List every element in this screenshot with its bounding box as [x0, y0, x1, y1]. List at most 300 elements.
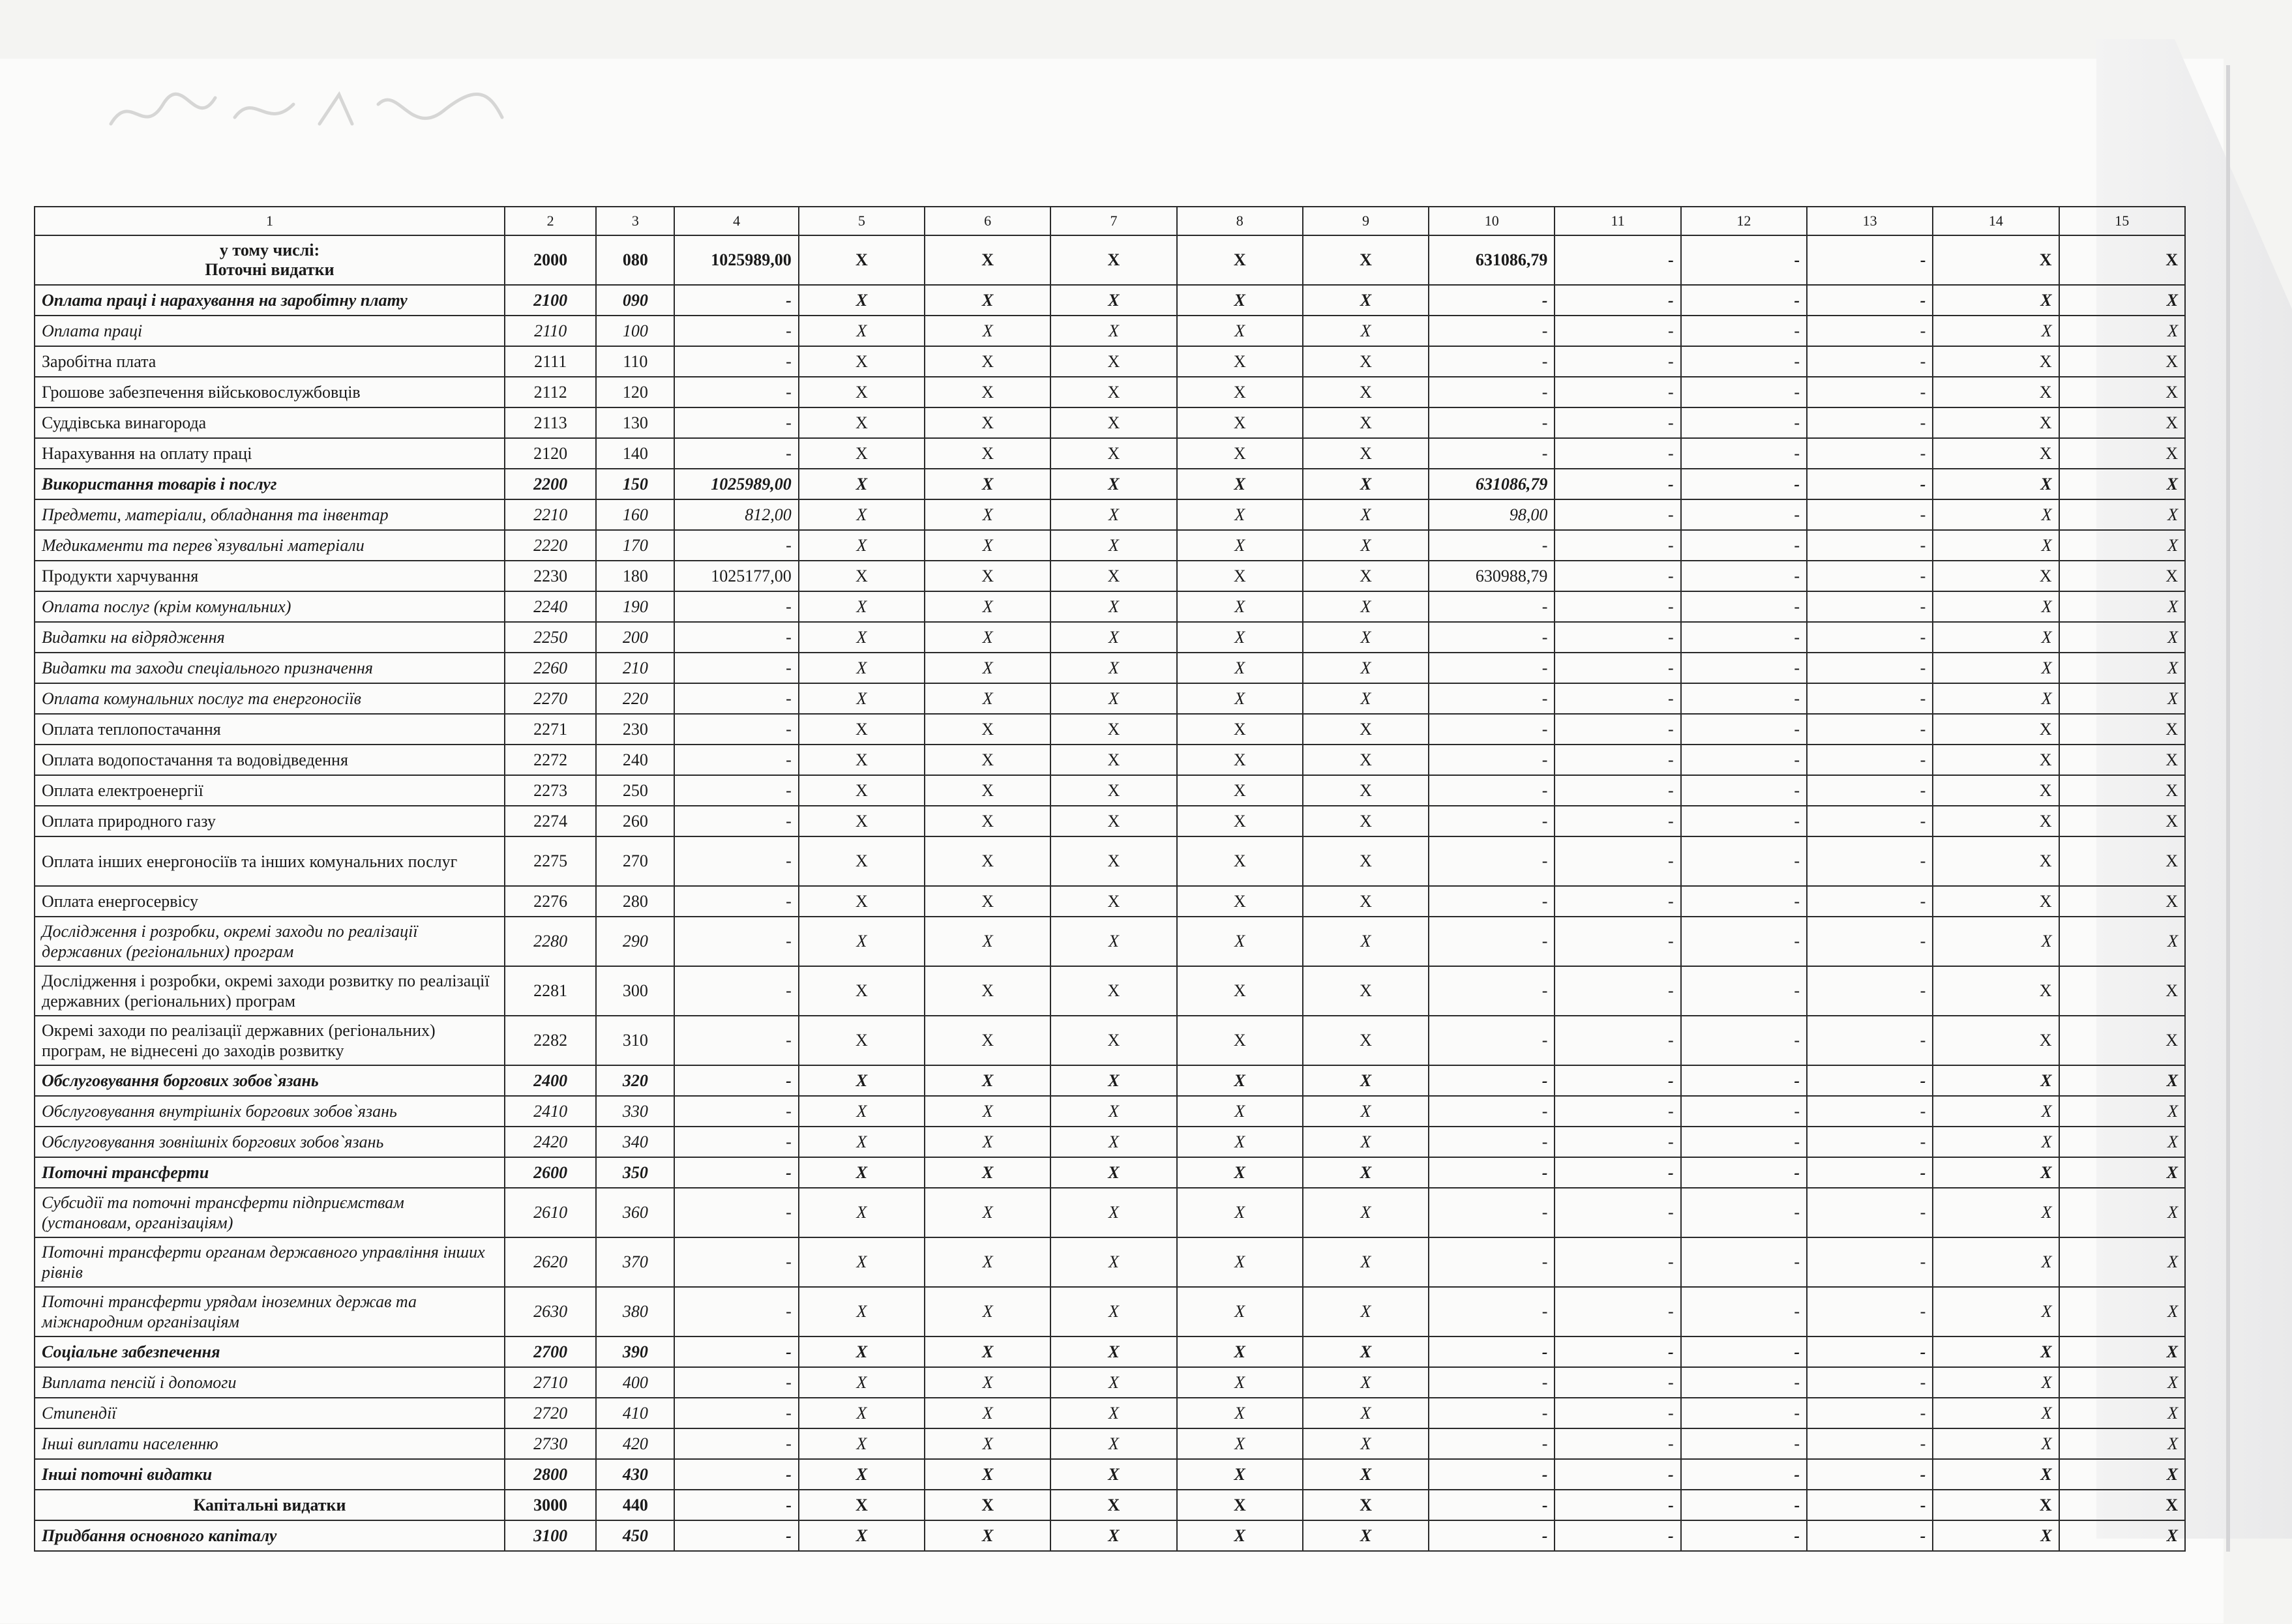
col6-cell: X [925, 1490, 1050, 1520]
kekv-code: 2272 [505, 745, 596, 775]
amount-col10-cell: - [1429, 591, 1555, 622]
col-number: 2 [505, 207, 596, 235]
col13-cell: - [1807, 499, 1933, 530]
col15-cell: X [2059, 653, 2185, 683]
line-code: 090 [596, 285, 674, 316]
col12-cell: - [1681, 1520, 1807, 1551]
table-row [35, 1398, 2185, 1428]
col11-cell: - [1555, 806, 1680, 836]
amount-col10-cell: - [1429, 966, 1555, 1016]
line-code: 390 [596, 1336, 674, 1367]
amount-cell: - [674, 316, 798, 346]
col11-cell: - [1555, 530, 1680, 561]
table-row [35, 469, 2185, 499]
col14-cell: X [1933, 499, 2059, 530]
col8-cell: X [1177, 683, 1303, 714]
col8-cell: X [1177, 745, 1303, 775]
col6-cell: X [925, 622, 1050, 653]
amount-cell: - [674, 1157, 798, 1188]
col7-cell: X [1050, 346, 1176, 377]
kekv-code: 2260 [505, 653, 596, 683]
kekv-code: 2250 [505, 622, 596, 653]
amount-cell: - [674, 530, 798, 561]
col15-cell: X [2059, 591, 2185, 622]
line-code: 080 [596, 235, 674, 285]
col8-cell: X [1177, 530, 1303, 561]
col13-cell: - [1807, 1237, 1933, 1287]
row-name: Субсидії та поточні трансферти підприємствам (установам, організаціям) [35, 1188, 505, 1237]
col9-cell: X [1303, 917, 1429, 966]
col7-cell: X [1050, 591, 1176, 622]
line-code: 380 [596, 1287, 674, 1336]
col6-cell: X [925, 1237, 1050, 1287]
col14-cell: X [1933, 683, 2059, 714]
amount-cell: - [674, 591, 798, 622]
col5-cell: X [799, 346, 925, 377]
col15-cell: X [2059, 1490, 2185, 1520]
amount-cell: - [674, 1127, 798, 1157]
col14-cell: X [1933, 438, 2059, 469]
line-code: 230 [596, 714, 674, 745]
line-code: 110 [596, 346, 674, 377]
table-row [35, 1157, 2185, 1188]
kekv-code: 2112 [505, 377, 596, 407]
column-number-row [35, 207, 2185, 235]
col-number: 11 [1555, 207, 1680, 235]
col11-cell: - [1555, 561, 1680, 591]
col13-cell: - [1807, 1336, 1933, 1367]
col15-cell: X [2059, 1459, 2185, 1490]
table-row [35, 530, 2185, 561]
col8-cell: X [1177, 561, 1303, 591]
col12-cell: - [1681, 966, 1807, 1016]
col11-cell: - [1555, 1520, 1680, 1551]
row-name: Поточні трансферти урядам іноземних держав та міжнародним організаціям [35, 1287, 505, 1336]
col11-cell: - [1555, 235, 1680, 285]
row-name: Оплата інших енергоносіїв та інших комунальних послуг [35, 836, 505, 886]
line-code: 420 [596, 1428, 674, 1459]
row-name: Продукти харчування [35, 561, 505, 591]
col9-cell: X [1303, 530, 1429, 561]
kekv-code: 2110 [505, 316, 596, 346]
col9-cell: X [1303, 1367, 1429, 1398]
col-number: 12 [1681, 207, 1807, 235]
table-row [35, 438, 2185, 469]
col8-cell: X [1177, 469, 1303, 499]
amount-cell: - [674, 775, 798, 806]
col15-cell: X [2059, 1157, 2185, 1188]
col9-cell: X [1303, 1520, 1429, 1551]
col15-cell: X [2059, 1016, 2185, 1065]
row-name: Медикаменти та перев`язувальні матеріали [35, 530, 505, 561]
amount-col10-cell: - [1429, 806, 1555, 836]
col7-cell: X [1050, 1398, 1176, 1428]
col14-cell: X [1933, 1287, 2059, 1336]
line-code: 140 [596, 438, 674, 469]
col12-cell: - [1681, 1336, 1807, 1367]
col9-cell: X [1303, 775, 1429, 806]
col15-cell: X [2059, 1520, 2185, 1551]
col12-cell: - [1681, 1459, 1807, 1490]
col13-cell: - [1807, 806, 1933, 836]
col14-cell: X [1933, 316, 2059, 346]
col15-cell: X [2059, 1398, 2185, 1428]
col11-cell: - [1555, 683, 1680, 714]
kekv-code: 2271 [505, 714, 596, 745]
col15-cell: X [2059, 745, 2185, 775]
col5-cell: X [799, 1016, 925, 1065]
col6-cell: X [925, 886, 1050, 917]
line-code: 400 [596, 1367, 674, 1398]
col13-cell: - [1807, 917, 1933, 966]
col14-cell: X [1933, 591, 2059, 622]
col7-cell: X [1050, 285, 1176, 316]
line-code: 340 [596, 1127, 674, 1157]
kekv-code: 2000 [505, 235, 596, 285]
col12-cell: - [1681, 1398, 1807, 1428]
col9-cell: X [1303, 714, 1429, 745]
col6-cell: X [925, 1367, 1050, 1398]
col12-cell: - [1681, 561, 1807, 591]
col6-cell: X [925, 1428, 1050, 1459]
col8-cell: X [1177, 316, 1303, 346]
col12-cell: - [1681, 1237, 1807, 1287]
col13-cell: - [1807, 966, 1933, 1016]
col11-cell: - [1555, 1459, 1680, 1490]
col5-cell: X [799, 1428, 925, 1459]
col7-cell: X [1050, 966, 1176, 1016]
col14-cell: X [1933, 653, 2059, 683]
amount-col10-cell: - [1429, 530, 1555, 561]
col8-cell: X [1177, 836, 1303, 886]
col13-cell: - [1807, 1398, 1933, 1428]
col11-cell: - [1555, 1336, 1680, 1367]
col8-cell: X [1177, 1459, 1303, 1490]
table-row [35, 407, 2185, 438]
col14-cell: X [1933, 1188, 2059, 1237]
col-number: 1 [35, 207, 505, 235]
row-name: Оплата праці і нарахування на заробітну плату [35, 285, 505, 316]
row-name: Виплата пенсій і допомоги [35, 1367, 505, 1398]
col7-cell: X [1050, 1428, 1176, 1459]
col-number: 7 [1050, 207, 1176, 235]
line-code: 220 [596, 683, 674, 714]
col9-cell: X [1303, 1459, 1429, 1490]
handwritten-note [104, 78, 509, 143]
row-name: Оплата праці [35, 316, 505, 346]
amount-cell: - [674, 346, 798, 377]
col15-cell: X [2059, 407, 2185, 438]
col12-cell: - [1681, 653, 1807, 683]
col11-cell: - [1555, 836, 1680, 886]
row-name: Оплата послуг (крім комунальних) [35, 591, 505, 622]
col9-cell: X [1303, 622, 1429, 653]
col-number: 15 [2059, 207, 2185, 235]
col13-cell: - [1807, 469, 1933, 499]
col13-cell: - [1807, 407, 1933, 438]
row-name: Заробітна плата [35, 346, 505, 377]
col13-cell: - [1807, 745, 1933, 775]
kekv-code: 2274 [505, 806, 596, 836]
col-number: 6 [925, 207, 1050, 235]
col11-cell: - [1555, 438, 1680, 469]
kekv-code: 2630 [505, 1287, 596, 1336]
col12-cell: - [1681, 377, 1807, 407]
col7-cell: X [1050, 1016, 1176, 1065]
row-name: Стипендії [35, 1398, 505, 1428]
col-number: 3 [596, 207, 674, 235]
col6-cell: X [925, 836, 1050, 886]
col14-cell: X [1933, 285, 2059, 316]
row-name: Придбання основного капіталу [35, 1520, 505, 1551]
amount-col10-cell: - [1429, 1490, 1555, 1520]
col12-cell: - [1681, 1287, 1807, 1336]
row-name: Оплата комунальних послуг та енергоносіїв [35, 683, 505, 714]
col14-cell: X [1933, 1096, 2059, 1127]
table-row [35, 1367, 2185, 1398]
amount-col10-cell: - [1429, 745, 1555, 775]
col14-cell: X [1933, 806, 2059, 836]
col7-cell: X [1050, 377, 1176, 407]
col7-cell: X [1050, 653, 1176, 683]
amount-col10-cell: - [1429, 407, 1555, 438]
col5-cell: X [799, 966, 925, 1016]
col12-cell: - [1681, 1157, 1807, 1188]
amount-col10-cell: - [1429, 886, 1555, 917]
col15-cell: X [2059, 1127, 2185, 1157]
kekv-code: 2275 [505, 836, 596, 886]
col5-cell: X [799, 1157, 925, 1188]
row-name: Поточні трансферти [35, 1157, 505, 1188]
col6-cell: X [925, 1096, 1050, 1127]
col15-cell: X [2059, 438, 2185, 469]
col15-cell: X [2059, 1188, 2185, 1237]
line-code: 360 [596, 1188, 674, 1237]
col8-cell: X [1177, 591, 1303, 622]
col9-cell: X [1303, 806, 1429, 836]
col9-cell: X [1303, 235, 1429, 285]
col11-cell: - [1555, 714, 1680, 745]
col9-cell: X [1303, 1398, 1429, 1428]
amount-col10-cell: - [1429, 1016, 1555, 1065]
col12-cell: - [1681, 775, 1807, 806]
table-row [35, 836, 2185, 886]
line-code: 130 [596, 407, 674, 438]
col-number: 13 [1807, 207, 1933, 235]
amount-col10-cell: - [1429, 775, 1555, 806]
line-code: 270 [596, 836, 674, 886]
col8-cell: X [1177, 1367, 1303, 1398]
kekv-code: 2100 [505, 285, 596, 316]
col5-cell: X [799, 714, 925, 745]
table-row [35, 653, 2185, 683]
col13-cell: - [1807, 836, 1933, 886]
col5-cell: X [799, 561, 925, 591]
amount-col10-cell: - [1429, 1065, 1555, 1096]
table-row [35, 1237, 2185, 1287]
col15-cell: X [2059, 966, 2185, 1016]
col8-cell: X [1177, 1398, 1303, 1428]
kekv-code: 3100 [505, 1520, 596, 1551]
col14-cell: X [1933, 917, 2059, 966]
amount-cell: - [674, 285, 798, 316]
col5-cell: X [799, 745, 925, 775]
col9-cell: X [1303, 561, 1429, 591]
line-code: 180 [596, 561, 674, 591]
col5-cell: X [799, 683, 925, 714]
col13-cell: - [1807, 683, 1933, 714]
amount-col10-cell: - [1429, 653, 1555, 683]
col7-cell: X [1050, 745, 1176, 775]
col11-cell: - [1555, 1016, 1680, 1065]
row-name: Окремі заходи по реалізації державних (регіональних) програм, не віднесені до заходів розвитку [35, 1016, 505, 1065]
kekv-code: 2230 [505, 561, 596, 591]
col7-cell: X [1050, 1065, 1176, 1096]
amount-cell: - [674, 1237, 798, 1287]
col6-cell: X [925, 407, 1050, 438]
col14-cell: X [1933, 469, 2059, 499]
table-row [35, 235, 2185, 285]
col6-cell: X [925, 1336, 1050, 1367]
col9-cell: X [1303, 1096, 1429, 1127]
col15-cell: X [2059, 683, 2185, 714]
kekv-code: 2220 [505, 530, 596, 561]
col11-cell: - [1555, 886, 1680, 917]
amount-cell: - [674, 1398, 798, 1428]
amount-cell: - [674, 966, 798, 1016]
table-row [35, 683, 2185, 714]
line-code: 280 [596, 886, 674, 917]
amount-col10-cell: - [1429, 1398, 1555, 1428]
col9-cell: X [1303, 1237, 1429, 1287]
col8-cell: X [1177, 499, 1303, 530]
col5-cell: X [799, 316, 925, 346]
col15-cell: X [2059, 1237, 2185, 1287]
col14-cell: X [1933, 1065, 2059, 1096]
col6-cell: X [925, 1287, 1050, 1336]
kekv-code: 2276 [505, 886, 596, 917]
col5-cell: X [799, 1367, 925, 1398]
table-row [35, 1428, 2185, 1459]
col11-cell: - [1555, 917, 1680, 966]
col5-cell: X [799, 653, 925, 683]
amount-cell: - [674, 683, 798, 714]
col7-cell: X [1050, 469, 1176, 499]
col13-cell: - [1807, 561, 1933, 591]
col11-cell: - [1555, 1287, 1680, 1336]
kekv-code: 2111 [505, 346, 596, 377]
table-row [35, 806, 2185, 836]
col6-cell: X [925, 1065, 1050, 1096]
col5-cell: X [799, 499, 925, 530]
col13-cell: - [1807, 775, 1933, 806]
table-row [35, 1459, 2185, 1490]
col6-cell: X [925, 806, 1050, 836]
col15-cell: X [2059, 806, 2185, 836]
col7-cell: X [1050, 886, 1176, 917]
kekv-code: 2113 [505, 407, 596, 438]
col11-cell: - [1555, 1428, 1680, 1459]
col9-cell: X [1303, 653, 1429, 683]
col14-cell: X [1933, 1490, 2059, 1520]
col15-cell: X [2059, 561, 2185, 591]
col13-cell: - [1807, 1065, 1933, 1096]
amount-cell: 1025989,00 [674, 469, 798, 499]
col13-cell: - [1807, 1016, 1933, 1065]
col12-cell: - [1681, 622, 1807, 653]
row-name: Оплата енергосервісу [35, 886, 505, 917]
col12-cell: - [1681, 591, 1807, 622]
col9-cell: X [1303, 377, 1429, 407]
col11-cell: - [1555, 377, 1680, 407]
col14-cell: X [1933, 235, 2059, 285]
line-code: 160 [596, 499, 674, 530]
col7-cell: X [1050, 1459, 1176, 1490]
amount-cell: - [674, 438, 798, 469]
amount-cell: - [674, 836, 798, 886]
table-row [35, 775, 2185, 806]
col9-cell: X [1303, 1157, 1429, 1188]
col5-cell: X [799, 1459, 925, 1490]
amount-col10-cell: - [1429, 622, 1555, 653]
amount-col10-cell: - [1429, 1428, 1555, 1459]
kekv-code: 2610 [505, 1188, 596, 1237]
table-row [35, 377, 2185, 407]
col9-cell: X [1303, 285, 1429, 316]
col13-cell: - [1807, 1490, 1933, 1520]
col6-cell: X [925, 1520, 1050, 1551]
col8-cell: X [1177, 1157, 1303, 1188]
col12-cell: - [1681, 714, 1807, 745]
col8-cell: X [1177, 407, 1303, 438]
col6-cell: X [925, 561, 1050, 591]
col14-cell: X [1933, 622, 2059, 653]
col12-cell: - [1681, 1127, 1807, 1157]
row-name: Дослідження і розробки, окремі заходи по реалізації державних (регіональних) програм [35, 917, 505, 966]
table-row [35, 1287, 2185, 1336]
col6-cell: X [925, 775, 1050, 806]
row-name: Капітальні видатки [35, 1490, 505, 1520]
col5-cell: X [799, 917, 925, 966]
kekv-code: 2280 [505, 917, 596, 966]
col15-cell: X [2059, 377, 2185, 407]
line-code: 430 [596, 1459, 674, 1490]
amount-cell: - [674, 1336, 798, 1367]
line-code: 300 [596, 966, 674, 1016]
col14-cell: X [1933, 1428, 2059, 1459]
col5-cell: X [799, 1520, 925, 1551]
col8-cell: X [1177, 1096, 1303, 1127]
col12-cell: - [1681, 407, 1807, 438]
col14-cell: X [1933, 1127, 2059, 1157]
col6-cell: X [925, 530, 1050, 561]
col12-cell: - [1681, 917, 1807, 966]
col5-cell: X [799, 806, 925, 836]
col5-cell: X [799, 1287, 925, 1336]
col12-cell: - [1681, 346, 1807, 377]
col5-cell: X [799, 530, 925, 561]
col15-cell: X [2059, 1287, 2185, 1336]
line-code: 100 [596, 316, 674, 346]
col15-cell: X [2059, 235, 2185, 285]
col7-cell: X [1050, 1157, 1176, 1188]
col8-cell: X [1177, 438, 1303, 469]
col9-cell: X [1303, 346, 1429, 377]
row-name: Обслуговування зовнішніх боргових зобов`язань [35, 1127, 505, 1157]
col6-cell: X [925, 917, 1050, 966]
col11-cell: - [1555, 622, 1680, 653]
col13-cell: - [1807, 1127, 1933, 1157]
